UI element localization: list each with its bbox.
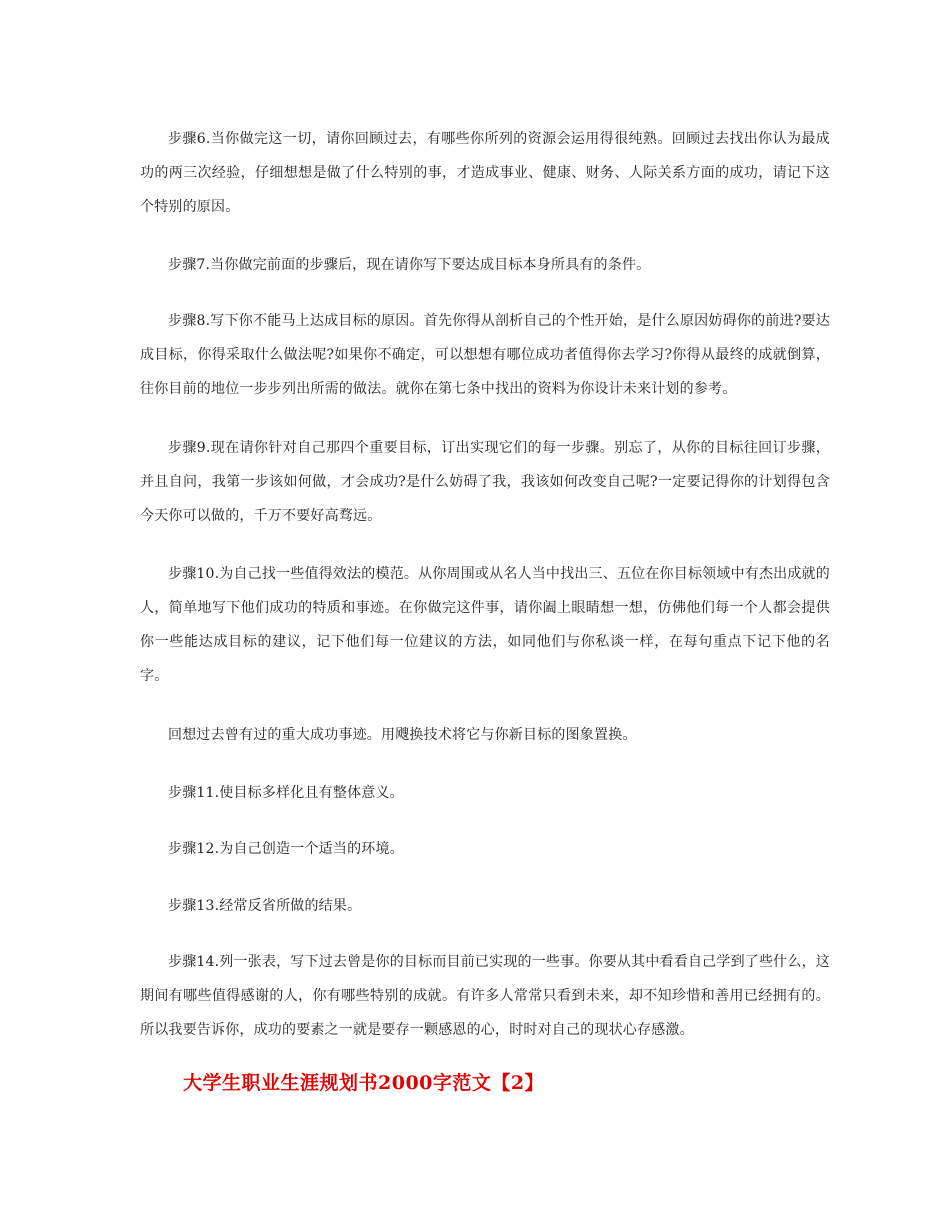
- paragraph-step-9: 步骤9.现在请你针对自己那四个重要目标，订出实现它们的每一步骤。别忘了，从你的目标往回订步骤，并且自问，我第一步该如何做，才会成功?是什么妨碍了我，我该如何改变自己呢?一定要记得你的计划得包含今天你可以做的，千万不要好高骛远。: [140, 440, 830, 524]
- paragraph-step-7: 步骤7.当你做完前面的步骤后，现在请你写下要达成目标本身所具有的条件。: [168, 257, 651, 273]
- paragraph-step-11: 步骤11.使目标多样化且有整体意义。: [168, 785, 404, 801]
- paragraph-step-10: 步骤10.为自己找一些值得效法的模范。从你周围或从名人当中找出三、五位在你目标领域中有杰出成就的人，简单地写下他们成功的特质和事迹。在你做完这件事，请你阖上眼睛想一想，仿佛他们每一个人都会提供你一些能达成目标的建议，记下他们每一位建议的方法，如同他们与你私谈一样，在每句重点下记下他的名字。: [140, 566, 830, 684]
- paragraph-recall: 回想过去曾有过的重大成功事迹。用飕换技术将它与你新目标的图象置换。: [168, 727, 637, 743]
- paragraph-step-12: 步骤12.为自己创造一个适当的环境。: [168, 841, 404, 857]
- paragraph-step-8: 步骤8.写下你不能马上达成目标的原因。首先你得从剖析自己的个性开始，是什么原因妨碍你的前进?要达成目标，你得采取什么做法呢?如果你不确定，可以想想有哪位成功者值得你去学习?你得从最终的成就倒算，往你目前的地位一步步列出所需的做法。就你在第七条中找出的资料为你设计未来计划的参考。: [140, 313, 830, 397]
- paragraph-step-6: 步骤6.当你做完这一切，请你回顾过去，有哪些你所列的资源会运用得很纯熟。回顾过去找出你认为最成功的两三次经验，仔细想想是做了什么特别的事，才造成事业、健康、财务、人际关系方面的成功，请记下这个特别的原因。: [140, 131, 830, 215]
- paragraph-step-14: 步骤14.列一张表，写下过去曾是你的目标而目前已实现的一些事。你要从其中看看自己学到了些什么，这期间有哪些值得感谢的人，你有哪些特别的成就。有许多人常常只看到未来，却不知珍惜和善用已经拥有的。所以我要告诉你，成功的要素之一就是要存一颗感恩的心，时时对自己的现状心存感激。: [140, 954, 830, 1038]
- section-heading: 大学生职业生涯规划书2000字范文【2】: [183, 1072, 545, 1094]
- paragraph-step-13: 步骤13.经常反省所做的结果。: [168, 898, 362, 914]
